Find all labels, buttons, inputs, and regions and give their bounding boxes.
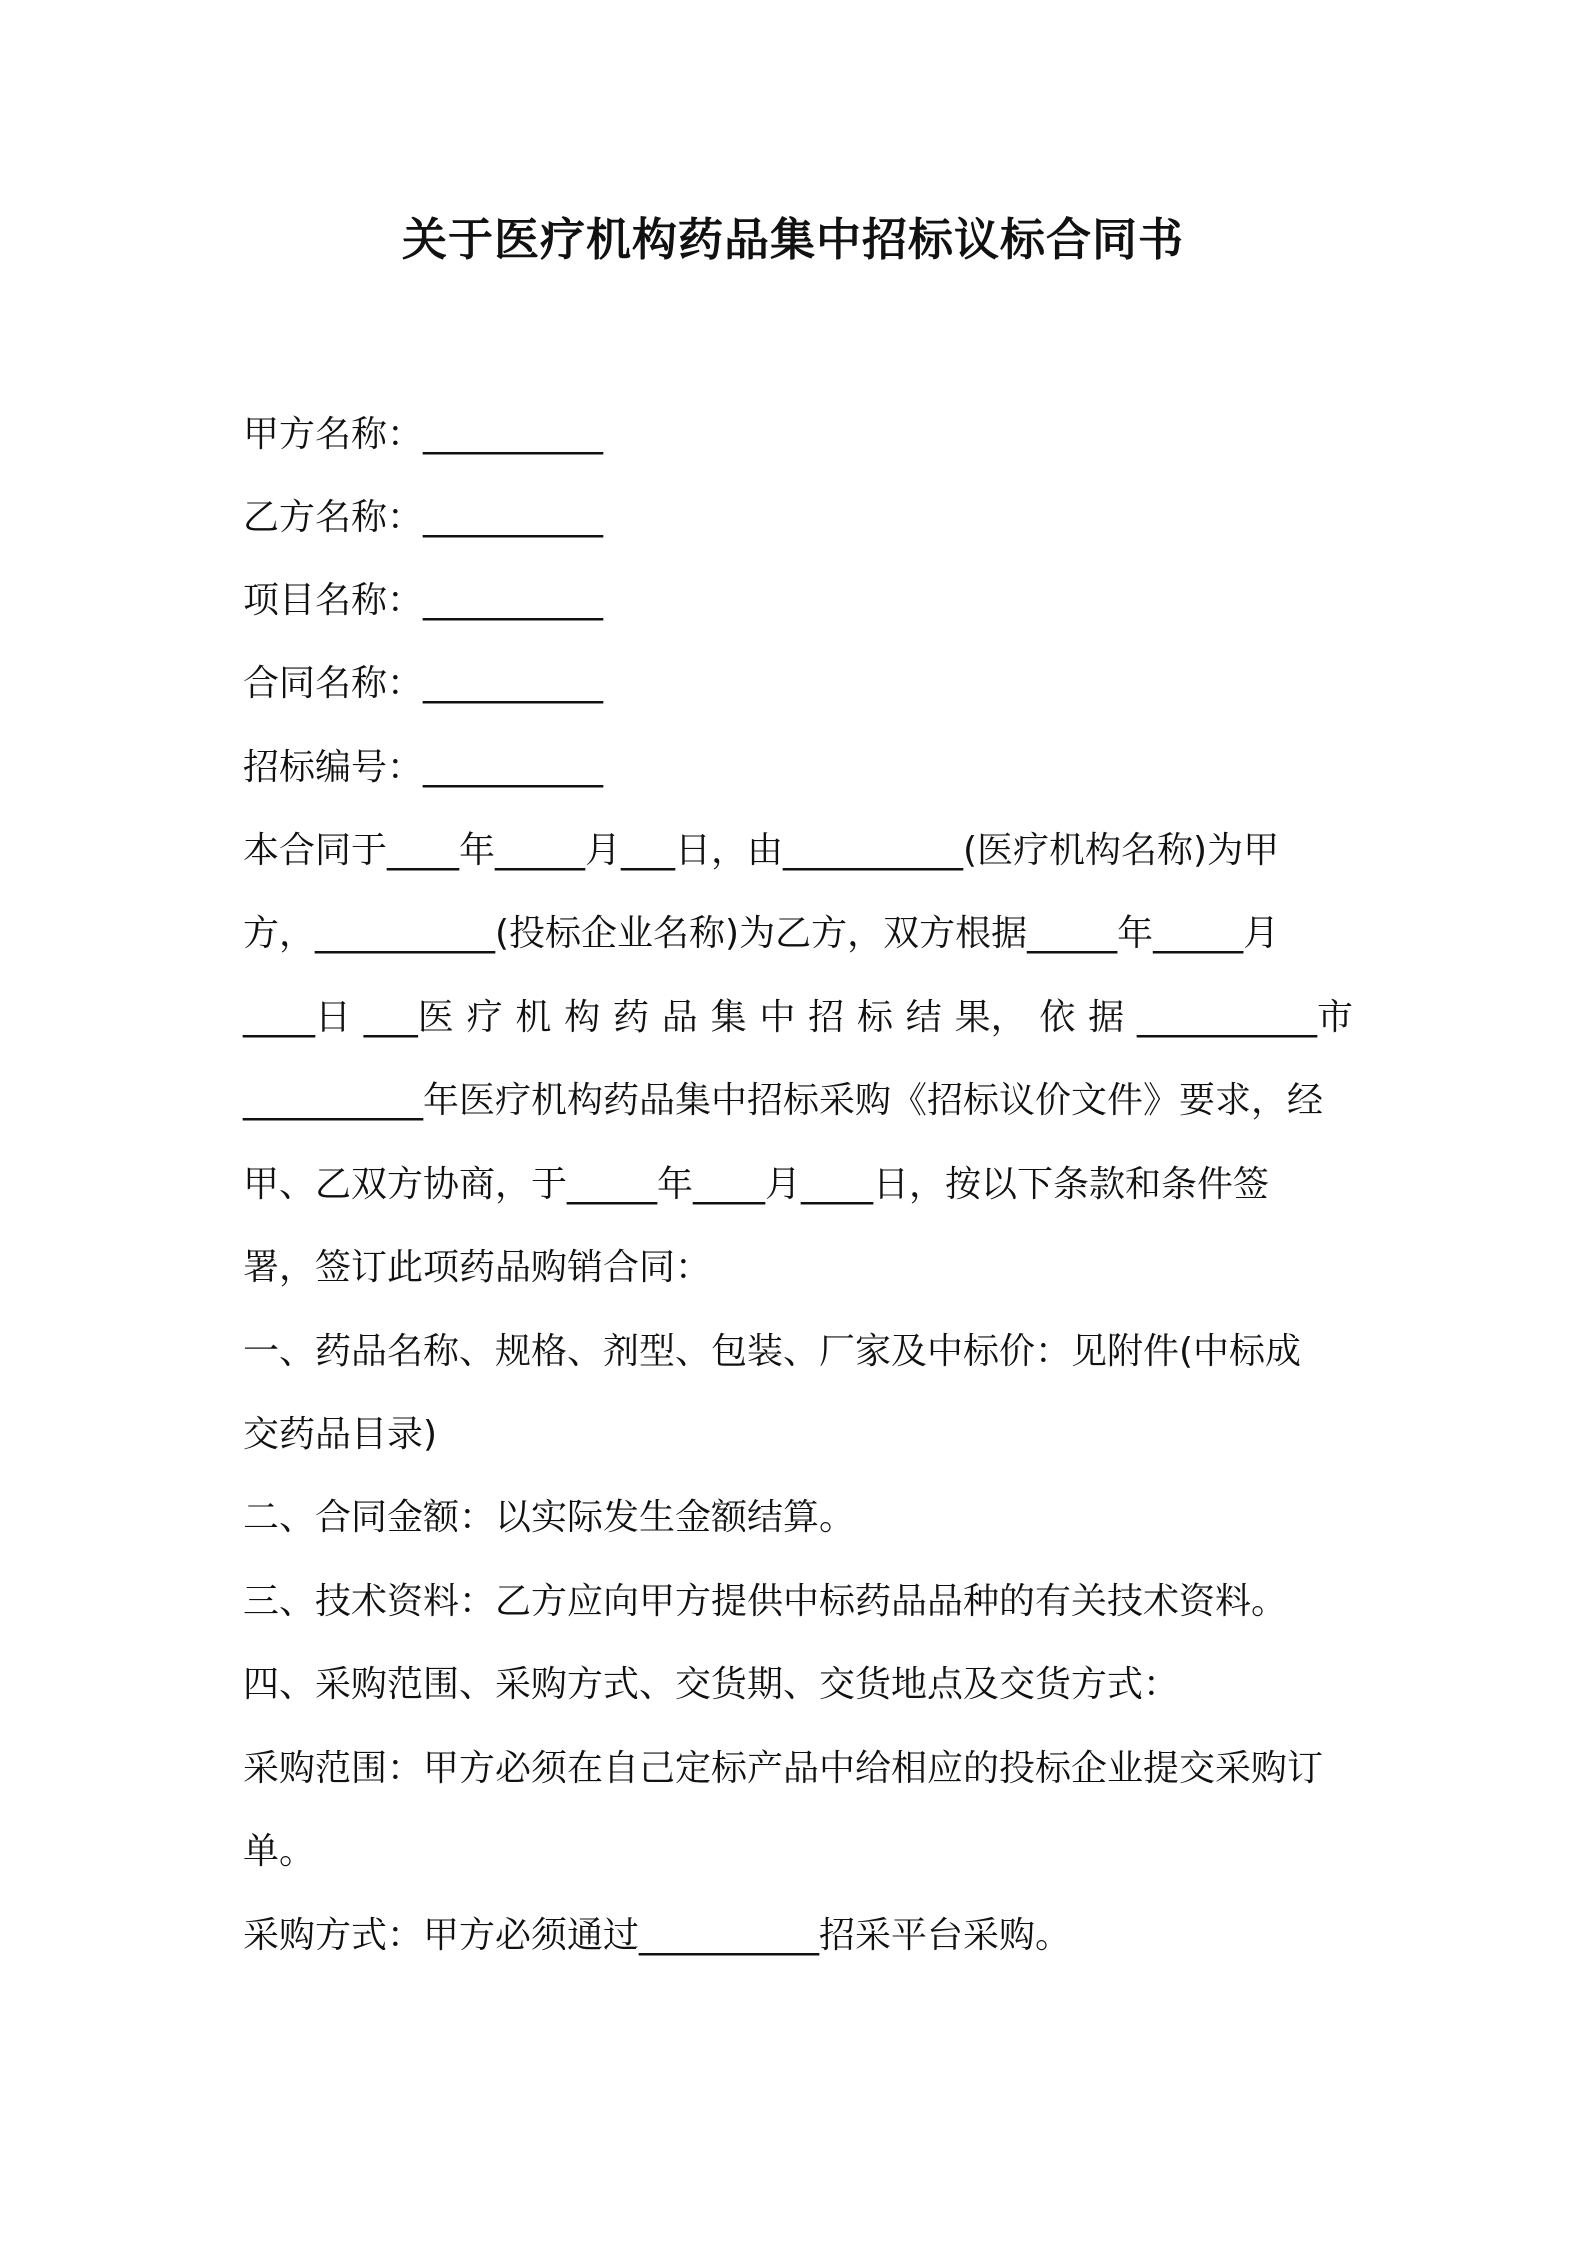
preamble-line-3-segment: 果， xyxy=(954,997,1027,1038)
preamble-line-5: 甲、乙双方协商，于_____年____月____日，按以下条款和条件签 xyxy=(243,1164,1270,1205)
preamble-line-3-segment: 据 xyxy=(1088,997,1125,1038)
preamble-line-3-segment: 依 xyxy=(1039,997,1076,1038)
clause-2: 二、合同金额：以实际发生金额结算。 xyxy=(243,1497,856,1538)
preamble-line-3-segment: 中 xyxy=(759,997,796,1038)
preamble-line-3-segment: 药 xyxy=(612,997,649,1038)
preamble-line-3-segment: ___医 xyxy=(363,997,454,1038)
document-title: 关于医疗机构药品集中招标议标合同书 xyxy=(401,213,1184,266)
purchase-method: 采购方式：甲方必须通过__________招采平台采购。 xyxy=(243,1915,1072,1956)
purchase-scope-line-1: 采购范围：甲方必须在自己定标产品中给相应的投标企业提交采购订 xyxy=(243,1748,1324,1789)
clause-1-line-1: 一、药品名称、规格、剂型、包装、厂家及中标价：见附件(中标成 xyxy=(243,1331,1302,1372)
field-party-b: 乙方名称：__________ xyxy=(243,497,604,538)
preamble-line-3-segment: 机 xyxy=(515,997,552,1038)
preamble-line-3-segment: 标 xyxy=(856,997,893,1038)
preamble-line-1: 本合同于____年_____月___日，由__________(医疗机构名称)为甲 xyxy=(243,830,1280,871)
field-contract-name: 合同名称：__________ xyxy=(243,663,604,704)
preamble-line-3-segment: 构 xyxy=(564,997,601,1038)
field-party-a: 甲方名称：__________ xyxy=(243,414,604,455)
clause-4: 四、采购范围、采购方式、交货期、交货地点及交货方式： xyxy=(243,1664,1180,1705)
preamble-line-3-segment: 招 xyxy=(808,997,845,1038)
clause-1-line-2: 交药品目录) xyxy=(243,1414,438,1455)
preamble-line-2: 方，__________(投标企业名称)为乙方，双方根据_____年_____月 xyxy=(243,913,1280,954)
field-tender-number: 招标编号：__________ xyxy=(243,747,604,788)
preamble-line-3-segment: ____日 xyxy=(243,997,352,1038)
preamble-line-3-segment: 品 xyxy=(661,997,698,1038)
preamble-line-3 xyxy=(243,993,1353,1043)
clause-3: 三、技术资料：乙方应向甲方提供中标药品品种的有关技术资料。 xyxy=(243,1581,1288,1622)
preamble-line-4: __________年医疗机构药品集中招标采购《招标议价文件》要求，经 xyxy=(243,1080,1324,1121)
preamble-line-3-segment: __________市 xyxy=(1136,997,1353,1038)
preamble-line-3-segment: 集 xyxy=(710,997,747,1038)
preamble-line-3-segment: 疗 xyxy=(466,997,503,1038)
purchase-scope-line-2: 单。 xyxy=(243,1831,316,1872)
preamble-line-6: 署，签订此项药品购销合同： xyxy=(243,1247,712,1288)
preamble-line-3-segment: 结 xyxy=(905,997,942,1038)
field-project-name: 项目名称：__________ xyxy=(243,580,604,621)
